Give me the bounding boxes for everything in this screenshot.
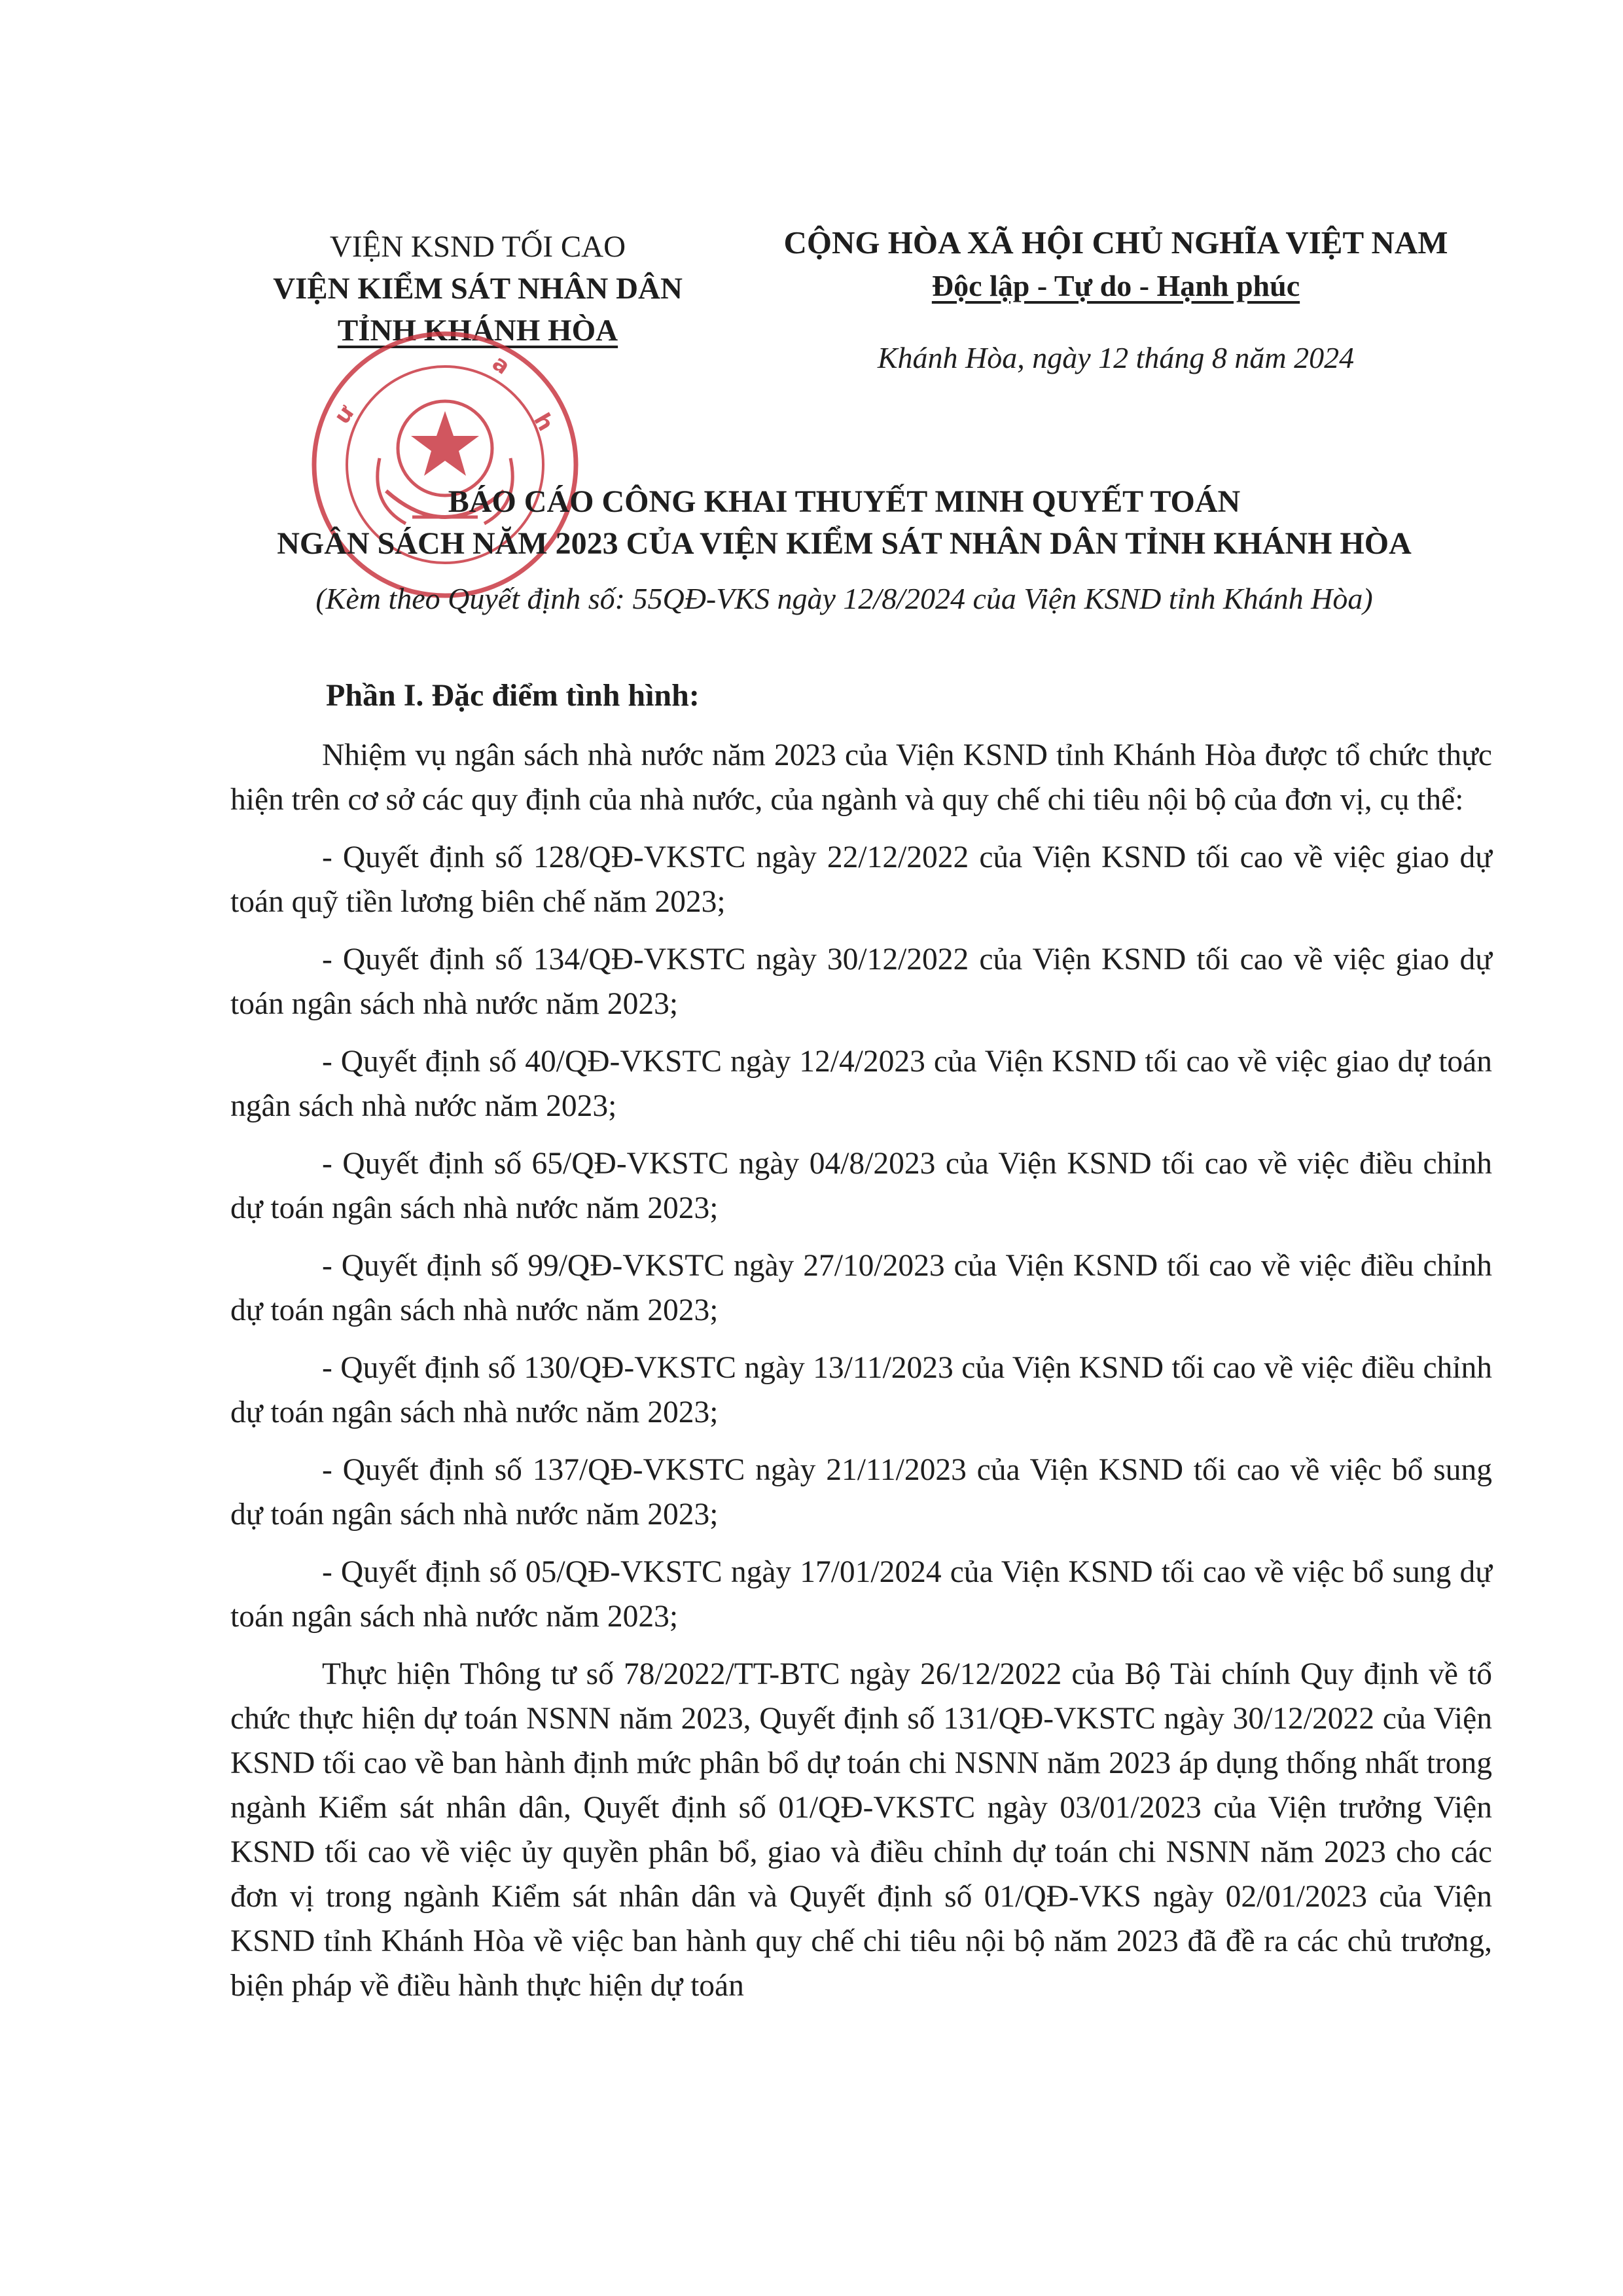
- title-line-2: NGÂN SÁCH NĂM 2023 CỦA VIỆN KIỂM SÁT NHÂN DÂN TỈNH KHÁNH HÒA: [277, 526, 1412, 561]
- agency-line-3: TỈNH KHÁNH HÒA: [337, 314, 618, 348]
- paragraph-intro: Nhiệm vụ ngân sách nhà nước năm 2023 của Viện KSND tỉnh Khánh Hòa được tổ chức thực hiện trên cơ sở các quy định của nhà nước, của ngành và quy chế chi tiêu nội bộ của đơn vị, cụ thể:: [230, 738, 1492, 817]
- country-name: CỘNG HÒA XÃ HỘI CHỦ NGHĨA VIỆT NAM: [783, 224, 1448, 260]
- agency-line-1: VIỆN KSND TỐI CAO: [329, 230, 626, 264]
- agency-line-2: VIỆN KIỂM SÁT NHÂN DÂN: [273, 272, 683, 306]
- document-body: [230, 733, 1492, 2021]
- list-item: - Quyết định số 65/QĐ-VKSTC ngày 04/8/2023 của Viện KSND tối cao về việc điều chỉnh dự toán ngân sách nhà nước năm 2023;: [230, 1147, 1492, 1225]
- list-item: - Quyết định số 05/QĐ-VKSTC ngày 17/01/2024 của Viện KSND tối cao về việc bổ sung dự toán ngân sách nhà nước năm 2023;: [230, 1555, 1492, 1634]
- list-item: - Quyết định số 128/QĐ-VKSTC ngày 22/12/2022 của Viện KSND tối cao về việc giao dự toán quỹ tiền lương biên chế năm 2023;: [230, 840, 1492, 919]
- list-item: - Quyết định số 99/QĐ-VKSTC ngày 27/10/2023 của Viện KSND tối cao về việc điều chỉnh dự toán ngân sách nhà nước năm 2023;: [230, 1249, 1492, 1327]
- document-title: [196, 481, 1492, 565]
- title-line-1: BÁO CÁO CÔNG KHAI THUYẾT MINH QUYẾT TOÁN: [448, 484, 1241, 519]
- svg-text:h: h: [528, 408, 559, 436]
- list-item: - Quyết định số 137/QĐ-VKSTC ngày 21/11/2023 của Viện KSND tối cao về việc bổ sung dự toán ngân sách nhà nước năm 2023;: [230, 1453, 1492, 1532]
- svg-text:ư: ư: [329, 401, 360, 429]
- svg-text:a: a: [487, 350, 515, 380]
- paragraph-closing: Thực hiện Thông tư số 78/2022/TT-BTC ngày 26/12/2022 của Bộ Tài chính Quy định về tổ chức thực hiện dự toán NSNN năm 2023, Quyết định số 131/QĐ-VKSTC ngày 30/12/2022 của Viện KSND tối cao về ban hành định mức phân bổ dự toán chi NSNN năm 2023 áp dụng thống nhất trong ngành Kiểm sát nhân dân, Quyết định số 01/QĐ-VKSTC ngày 03/01/2023 của Viện trưởng Viện KSND tối cao về việc ủy quyền phân bổ, giao và điều chỉnh dự toán chi NSNN năm 2023 cho các đơn vị trong ngành Kiểm sát nhân dân và Quyết định số 01/QĐ-VKS ngày 02/01/2023 của Viện KSND tỉnh Khánh Hòa về việc ban hành quy chế chi tiêu nội bộ năm 2023 đã đề ra các chủ trương, biện pháp về điều hành thực hiện dự toán: [230, 1657, 1492, 2003]
- section-heading: Phần I. Đặc điểm tình hình:: [326, 678, 700, 713]
- national-motto: Độc lập - Tự do - Hạnh phúc: [931, 269, 1300, 302]
- list-item: - Quyết định số 130/QĐ-VKSTC ngày 13/11/2023 của Viện KSND tối cao về việc điều chỉnh dự toán ngân sách nhà nước năm 2023;: [230, 1351, 1492, 1429]
- list-item: - Quyết định số 134/QĐ-VKSTC ngày 30/12/2022 của Viện KSND tối cao về việc giao dự toán ngân sách nhà nước năm 2023;: [230, 942, 1492, 1021]
- title-reference: (Kèm theo Quyết định số: 55QĐ-VKS ngày 12/8/2024 của Viện KSND tỉnh Khánh Hòa): [315, 582, 1373, 615]
- list-item: - Quyết định số 40/QĐ-VKSTC ngày 12/4/2023 của Viện KSND tối cao về việc giao dự toán ngân sách nhà nước năm 2023;: [230, 1045, 1492, 1123]
- place-and-date: Khánh Hòa, ngày 12 tháng 8 năm 2024: [877, 341, 1355, 374]
- national-heading: [740, 221, 1492, 308]
